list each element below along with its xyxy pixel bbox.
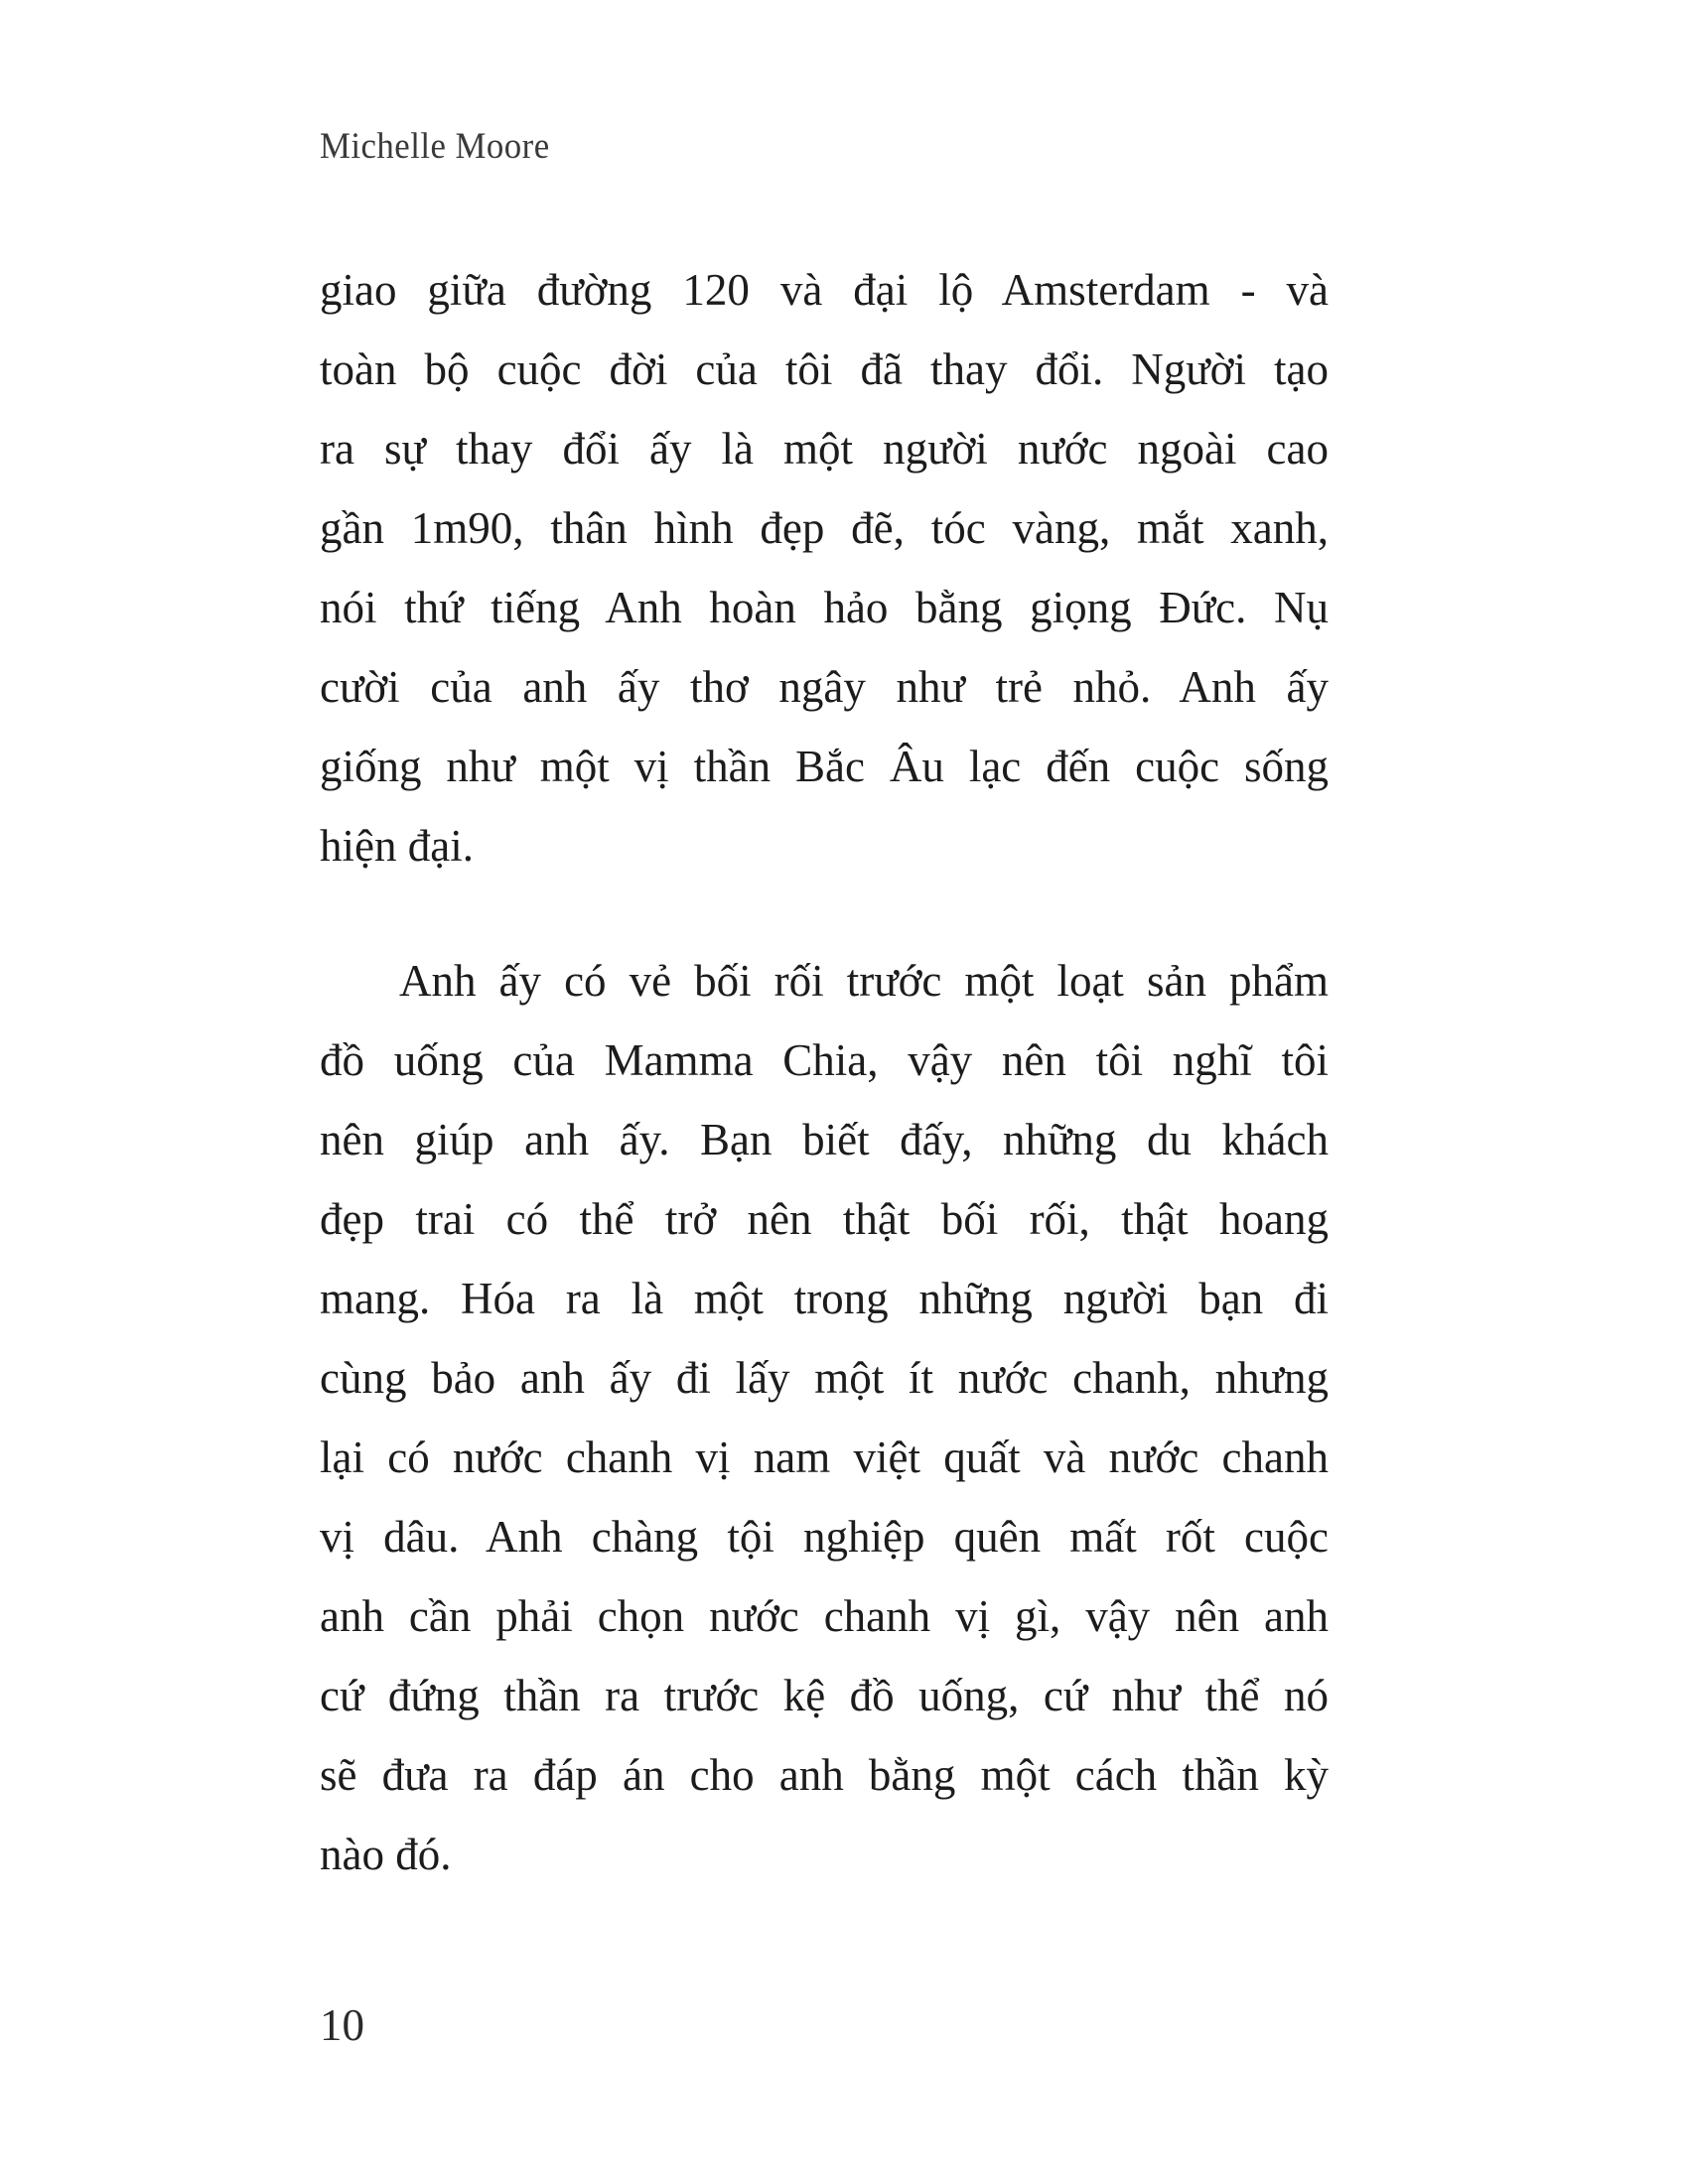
body-text-line: lại có nước chanh vị nam việt quất và nước chanh xyxy=(320,1433,1329,1482)
body-text-line: đồ uống của Mamma Chia, vậy nên tôi nghĩ tôi xyxy=(320,1035,1329,1085)
body-text-line: sẽ đưa ra đáp án cho anh bằng một cách thần kỳ xyxy=(320,1750,1329,1800)
paragraph-2 xyxy=(320,941,1329,1894)
body-text-line: vị dâu. Anh chàng tội nghiệp quên mất rốt cuộc xyxy=(320,1512,1329,1562)
body-text-line: gần 1m90, thân hình đẹp đẽ, tóc vàng, mắt xanh, xyxy=(320,503,1329,553)
body-text-line: nói thứ tiếng Anh hoàn hảo bằng giọng Đức. Nụ xyxy=(320,583,1329,632)
body-text-line: nào đó. xyxy=(320,1830,452,1879)
body-text-line: cứ đứng thần ra trước kệ đồ uống, cứ như thể nó xyxy=(320,1671,1329,1720)
body-text-line: đẹp trai có thể trở nên thật bối rối, thật hoang xyxy=(320,1194,1329,1244)
page-number: 10 xyxy=(320,2000,364,2050)
body-text-line: ra sự thay đổi ấy là một người nước ngoài cao xyxy=(320,424,1329,474)
paragraph-1 xyxy=(320,250,1329,886)
body-text-line: giao giữa đường 120 và đại lộ Amsterdam - và xyxy=(320,265,1329,315)
body-text-line: giống như một vị thần Bắc Âu lạc đến cuộc sống xyxy=(320,742,1329,791)
text-block xyxy=(320,250,1329,1894)
body-text-line: anh cần phải chọn nước chanh vị gì, vậy nên anh xyxy=(320,1591,1329,1641)
body-text-line: cùng bảo anh ấy đi lấy một ít nước chanh, nhưng xyxy=(320,1353,1329,1403)
body-text-line: cười của anh ấy thơ ngây như trẻ nhỏ. Anh ấy xyxy=(320,662,1329,712)
body-text-line: Anh ấy có vẻ bối rối trước một loạt sản phẩm xyxy=(399,956,1329,1006)
body-text-line: hiện đại. xyxy=(320,821,474,871)
body-text-line: mang. Hóa ra là một trong những người bạn đi xyxy=(320,1274,1329,1323)
running-header: Michelle Moore xyxy=(320,126,550,167)
body-text-line: toàn bộ cuộc đời của tôi đã thay đổi. Người tạo xyxy=(320,344,1329,394)
body-text-line: nên giúp anh ấy. Bạn biết đấy, những du khách xyxy=(320,1115,1329,1164)
